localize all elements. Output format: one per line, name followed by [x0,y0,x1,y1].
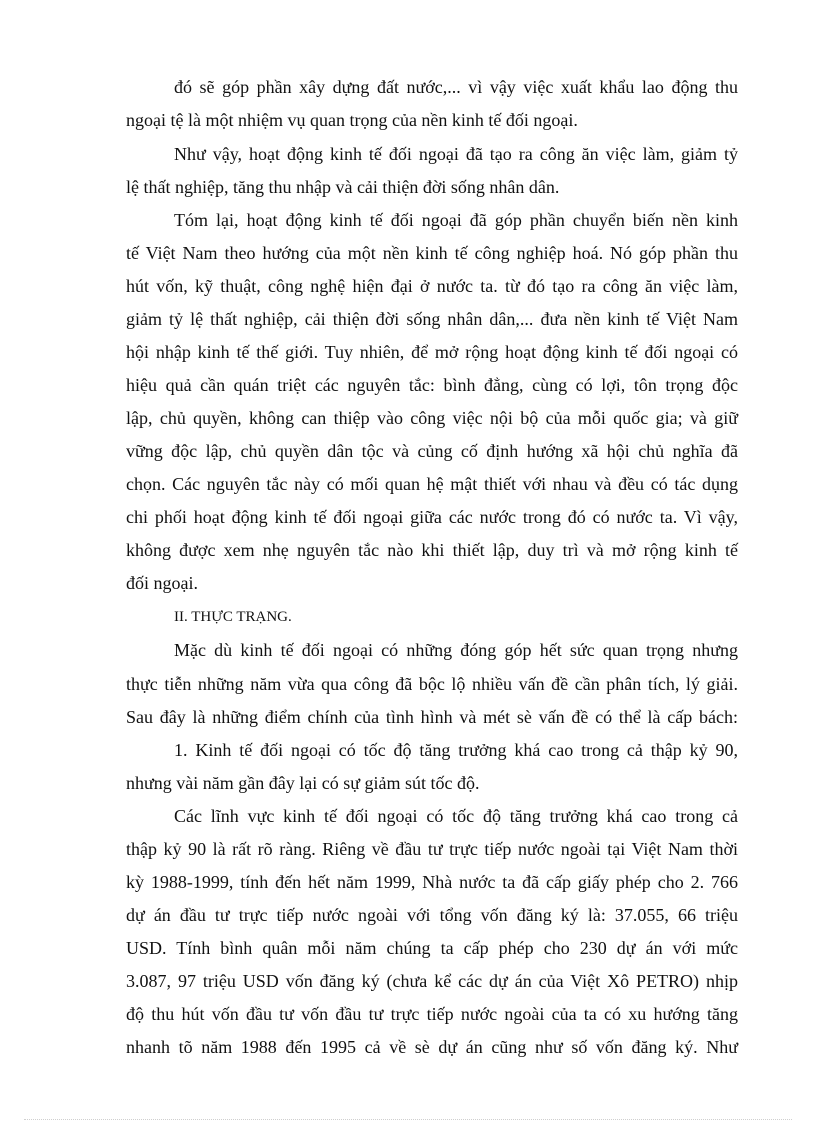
text-line: Mặc dù kinh tế đối ngoại có những đóng góp hết sức quan trọng nhưng [174,640,738,660]
text-line: hút vốn, kỹ thuật, công nghệ hiện đại ở nước ta. từ đó tạo ra công ăn việc làm, [126,276,738,296]
text-line: kỳ 1988-1999, tính đến hết năm 1999, Nhà nước ta đã cấp giấy phép cho 2. 766 [126,872,738,892]
text-line: hiệu quả cần quán triệt các nguyên tắc: bình đẳng, cùng có lợi, tôn trọng độc [126,375,738,395]
text-line: độ thu hút vốn đầu tư vốn đầu tư trực tiếp nước ngoài của ta có xu hướng tăng [126,1004,738,1024]
text-line: chi phối hoạt động kinh tế đối ngoại giữa các nước trong đó có nước ta. Vì vậy, [126,507,738,527]
text-line: Tóm lại, hoạt động kinh tế đối ngoại đã góp phần chuyển biến nền kinh [174,210,738,230]
text-line: tế Việt Nam theo hướng của một nền kinh tế công nghiệp hoá. Nó góp phần thu [126,243,738,263]
page-bottom-rule [24,1119,792,1120]
text-line: giảm tỷ lệ thất nghiệp, cải thiện đời sống nhân dân,... đưa nền kinh tế Việt Nam [126,309,738,329]
text-line: lệ thất nghiệp, tăng thu nhập và cải thiện đời sống nhân dân. [126,177,560,197]
section-heading: II. THỰC TRẠNG. [174,609,292,625]
text-line: vững độc lập, chủ quyền dân tộc và củng cố định hướng xã hội chủ nghĩa đã [126,441,738,461]
text-line: thực tiễn những năm vừa qua công đã bộc lộ nhiều vấn đề cần phân tích, lý giải. [126,674,738,694]
text-line: Như vậy, hoạt động kinh tế đối ngoại đã tạo ra công ăn việc làm, giảm tỷ [174,144,738,164]
text-line: thập kỷ 90 là rất rõ ràng. Riêng về đầu tư trực tiếp nước ngoài tại Việt Nam thời [126,839,738,859]
text-line: Các lĩnh vực kinh tế đối ngoại có tốc độ tăng trưởng khá cao trong cả [174,806,738,826]
text-line: không được xem nhẹ nguyên tắc nào khi thiết lập, duy trì và mở rộng kinh tế [126,540,738,560]
text-line: hội nhập kinh tế thế giới. Tuy nhiên, để mở rộng hoạt động kinh tế đối ngoại có [126,342,738,362]
text-line: lập, chủ quyền, không can thiệp vào công việc nội bộ của mỗi quốc gia; và giữ [126,408,738,428]
text-line: chọn. Các nguyên tắc này có mối quan hệ mật thiết với nhau và đều có tác dụng [126,474,738,494]
text-line: USD. Tính bình quân mỗi năm chúng ta cấp phép cho 230 dự án với mức [126,938,738,958]
text-line: đối ngoại. [126,573,198,593]
text-line: ngoại tệ là một nhiệm vụ quan trọng của nền kinh tế đối ngoại. [126,110,578,130]
text-line: 3.087, 97 triệu USD vốn đăng ký (chưa kể các dự án của Việt Xô PETRO) nhịp [126,971,738,991]
text-line: nhưng vài năm gần đây lại có sự giảm sút tốc độ. [126,773,480,793]
text-line: nhanh tõ năm 1988 đến 1995 cả về sè dự án cũng như số vốn đăng ký. Như [126,1037,738,1057]
text-line: Sau đây là những điểm chính của tình hình và mét sè vấn đề có thể là cấp bách: [126,707,738,727]
text-line: đó sẽ góp phần xây dựng đất nước,... vì vậy việc xuất khẩu lao động thu [174,77,738,97]
text-line: 1. Kinh tế đối ngoại có tốc độ tăng trưởng khá cao trong cả thập kỷ 90, [174,740,738,760]
text-line: dự án đầu tư trực tiếp nước ngoài với tổng vốn đăng ký là: 37.055, 66 triệu [126,905,738,925]
